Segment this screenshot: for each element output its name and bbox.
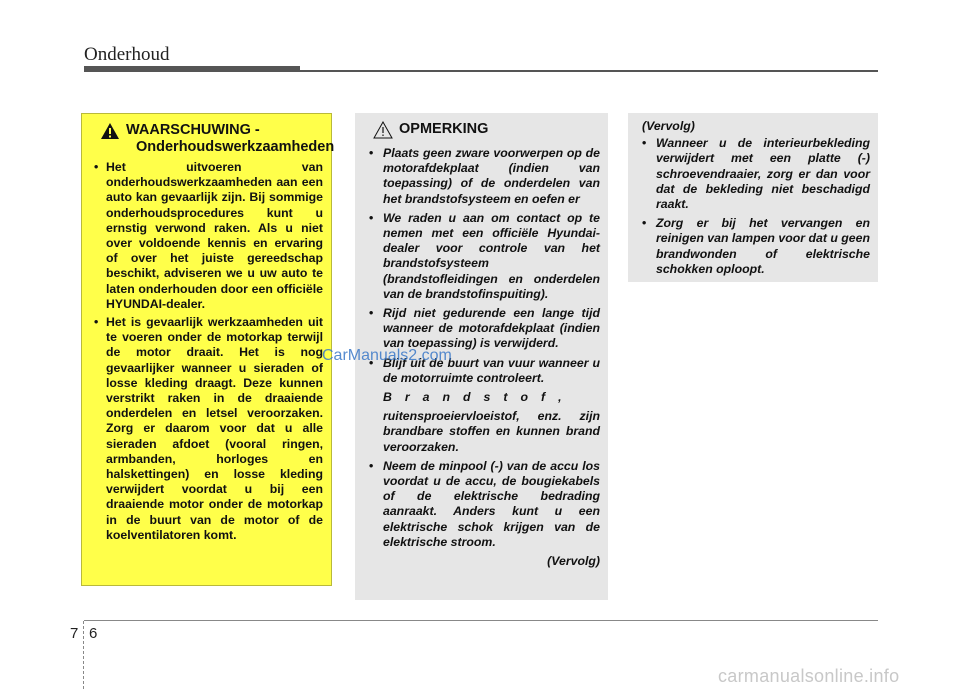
warning-item: • Het is gevaarlijk werkzaamheden uit te voeren onder de motorkap terwijl de motor draait. Het is nog gevaarlijker wanneer u sieraden of losse kleding draagt. Deze kunnen verstrikt raken in de draaiende onderdelen en letsel veroorzaken. Zorg er daarom voor dat u alle sieraden afdoet (vooral ringen, armbanden, horloges en halskettingen) en losse kleding verwijdert voordat u bij een draaiende motor onder de motorkap in de buurt van de motor of de koelventilatoren komt. — [90, 315, 323, 543]
page-header-title: Onderhoud — [84, 44, 170, 65]
note-plain-item: ruitensproeiervloeistof, enz. zijn brandbare stoffen en kunnen brand veroorzaken. — [383, 409, 600, 454]
warning-title-line1: WAARSCHUWING - — [126, 122, 260, 138]
watermark-text: CarManuals2.com — [322, 347, 452, 364]
note-item: • Plaats geen zware voorwerpen op de motorafdekplaat (indien van toepassing) of de onderdelen van het brandstofsysteem en oefen er — [363, 146, 600, 207]
note-item: • Neem de minpool (-) van de accu los voordat u de accu, de bougiekabels of de elektrische bedrading aanraakt. Anders kunt u een elektrische schok krijgen van de elektrische stroom. — [363, 459, 600, 550]
warning-item: • Het uitvoeren van onderhoudswerkzaamheden aan een auto kan gevaarlijk zijn. Bij sommige onderhoudsprocedures kunt u ernstig verwond raken. Als u niet over voldoende kennis en ervaring of over het juiste gereedschap beschikt, adviseren we u uw auto te laten onderhouden door een officiële HYUNDAI-dealer. — [90, 160, 323, 312]
warning-box — [81, 113, 335, 586]
warning-title — [100, 122, 335, 156]
page-chapter-number: 7 — [70, 625, 79, 642]
continued-item: • Zorg er bij het vervangen en reinigen van lampen voor dat u geen brandwonden of elektrische schokken oploopt. — [636, 216, 870, 277]
page-number: 6 — [89, 625, 98, 642]
header-rule-thick — [84, 66, 300, 72]
continued-box — [628, 113, 878, 282]
note-item: • Rijd niet gedurende een lange tijd wanneer de motorafdekplaat (indien van toepassing) is verwijderd. — [363, 306, 600, 352]
warning-list — [90, 160, 323, 543]
warning-triangle-icon — [100, 122, 120, 145]
page-number-divider — [83, 621, 84, 689]
note-item: • We raden u aan om contact op te nemen met een officiële Hyundai-dealer voor controle van het brandstofsysteem (brandstofleidingen en onderdelen van de brandstofinspuiting). — [363, 211, 600, 302]
caution-triangle-icon — [373, 121, 393, 144]
continued-item: • Wanneer u de interieurbekleding verwijdert met een platte (-) schroevendraaier, zorg er dan voor dat de bekleding niet beschadigd raakt. — [636, 136, 870, 212]
note-vervolg: (Vervolg) — [547, 554, 600, 569]
warning-title-line2: Onderhoudswerkzaamheden — [136, 139, 335, 155]
footer-watermark: carmanualsonline.info — [718, 666, 900, 686]
note-spaced-word: Brandstof, — [383, 390, 575, 405]
note-item: • Blijf uit de buurt van vuur wanneer u de motorruimte controleert. — [363, 356, 600, 386]
header-rule-thin — [300, 70, 878, 72]
continued-head: (Vervolg) — [642, 119, 695, 133]
note-title-text: OPMERKING — [399, 121, 489, 137]
continued-list — [636, 136, 870, 277]
note-title — [373, 121, 600, 144]
footer-rule — [84, 620, 878, 621]
